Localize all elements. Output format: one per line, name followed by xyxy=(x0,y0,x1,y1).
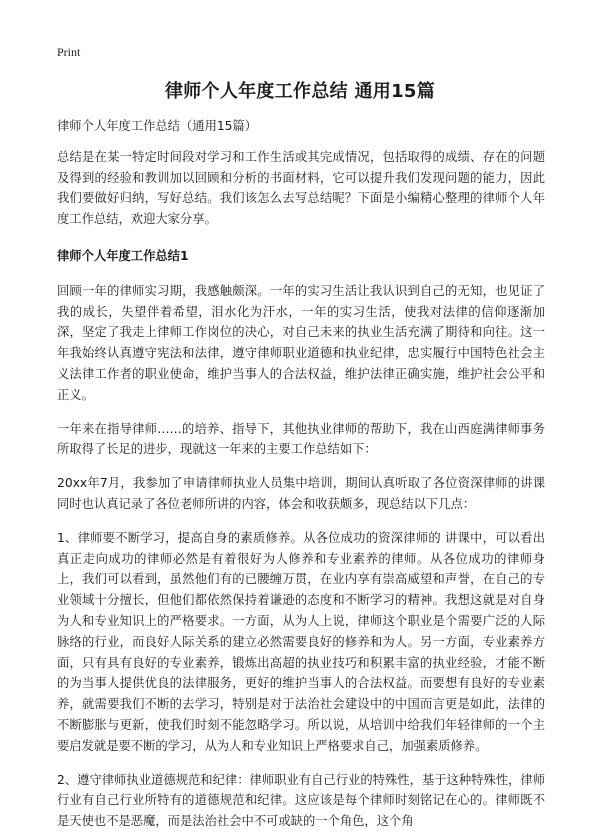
body-paragraph-3: 20xx年7月，我参加了申请律师执业人员集中培训，期间认真听取了各位资深律师的讲课同时也认真记录了各位老师所讲的内容，体会和收获颇多，现总结以下几点： xyxy=(57,476,545,511)
body-paragraph-2: 一年来在指导律师……的培养、指导下，其他执业律师的帮助下，我在山西庭满律师事务所取得了长足的进步，现就这一年来的主要工作总结如下： xyxy=(57,421,545,457)
section-heading: 律师个人年度工作总结1 xyxy=(57,248,189,263)
document-body xyxy=(57,116,545,832)
body-paragraph-5: 2、遵守律师执业道德规范和纪律：律师职业有自己行业的特殊性，基于这种特殊性，律师行业有自己行业所特有的道德规范和纪律。这应该是每个律师时刻铭记在心的。律师既不是天使也不是恶魔，而是法治社会中不可或缺的一个角色，这个角 xyxy=(57,772,545,829)
document-subtitle: 律师个人年度工作总结（通用15篇） xyxy=(57,119,258,133)
print-link[interactable]: Print xyxy=(57,45,81,59)
body-paragraph-1: 回顾一年的律师实习期，我感触颇深。一年的实习生活让我认识到自己的无知，也见证了我的成长，失望伴着希望，泪水化为汗水，一年的实习生活，使我对法律的信仰逐渐加深，坚定了我走上律师工作岗位的决心，对自己未来的执业生活充满了期待和向往。这一年我始终认真遵守宪法和法律，遵守律师职业道德和执业纪律，忠实履行中国特色社会主义法律工作者的职业使命，维护当事人的合法权益，维护法律正确实施，维护社会公平和正义。 xyxy=(57,283,545,402)
intro-paragraph: 总结是在某一特定时间段对学习和工作生活或其完成情况，包括取得的成绩、存在的问题及得到的经验和教训加以回顾和分析的书面材料，它可以提升我们发现问题的能力，因此我们要做好归纳，写好总结。我们该怎么去写总结呢？下面是小编精心整理的律师个人年度工作总结，欢迎大家分享。 xyxy=(57,149,545,227)
body-paragraph-4: 1、律师要不断学习，提高自身的素质修养。从各位成功的资深律师的 讲课中，可以看出真正走向成功的律师必然是有着很好为人修养和专业素养的律师。从各位成功的律师身上，我们可以看到，虽然他们有的已腰缠万贯，在业内享有崇高威望和声誉，在自己的专业领域十分擅长，但他们都依然保持着谦逊的态度和不断学习的精神。我想这就是对自身为人和专业知识上的严格要求。一方面，从为人上说，律师这个职业是个需要广泛的人际脉络的行业，而良好人际关系的建立必然需要良好的修养和为人。另一方面，专业素养方面，只有具有良好的专业素养，锻炼出高超的执业技巧和积累丰富的执业经验，才能不断的为当事人提供优良的法律服务，更好的维护当事人的合法权益。而要想有良好的专业素养，就需要我们不断的去学习，特别是对于法治社会建设中的中国而言更是如此，法律的不断膨胀与更新，使我们时刻不能忽略学习。所以说，从培训中给我们年轻律师的一个主要启发就是要不断的学习，从为人和专业知识上严格要求自己，加强素质修养。 xyxy=(57,530,545,753)
page-title: 律师个人年度工作总结 通用15篇 xyxy=(164,81,436,102)
